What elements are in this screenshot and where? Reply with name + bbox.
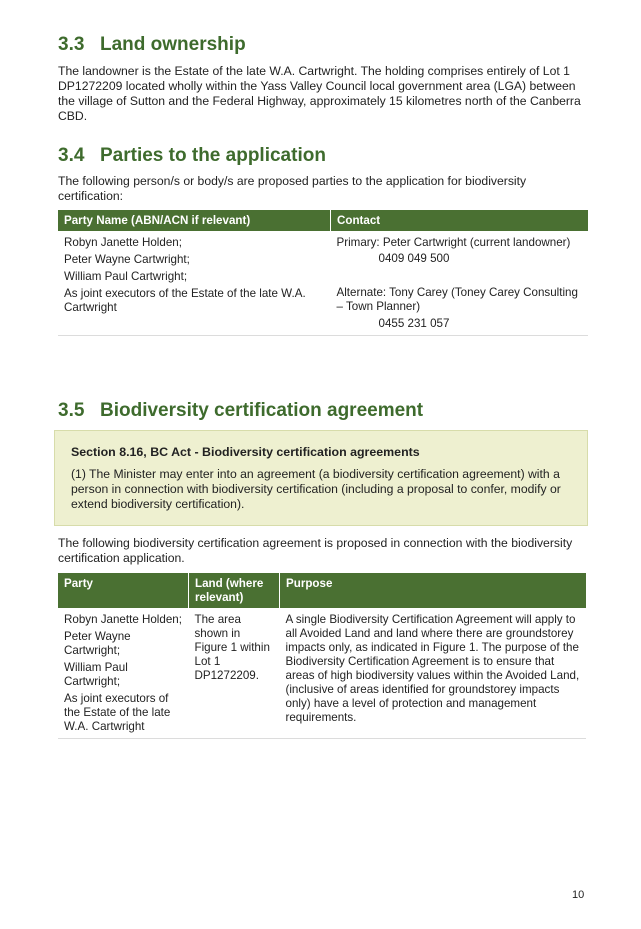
primary-contact: Primary: Peter Cartwright (current landowner) xyxy=(336,236,571,249)
contact-cell xyxy=(331,231,589,336)
alternate-contact: Alternate: Tony Carey (Toney Carey Consulting – Town Planner) xyxy=(336,286,578,313)
agreement-table xyxy=(58,573,586,739)
party-name: William Paul Cartwright; xyxy=(64,661,128,688)
party-name: Peter Wayne Cartwright; xyxy=(64,253,190,266)
section-3-3-heading xyxy=(58,34,246,56)
party-cell xyxy=(58,231,331,336)
callout-text: (1) The Minister may enter into an agreement (a biodiversity certification agreement) with a person in connection with biodiversity certification (including a proposal to confer, modify or extend biodiversity certification). xyxy=(71,467,561,511)
parties-intro-paragraph: The following person/s or body/s are proposed parties to the application for biodiversity certification: xyxy=(58,174,527,203)
section-title: Parties to the application xyxy=(100,145,326,166)
party-note: As joint executors of the Estate of the late W.A. Cartwright xyxy=(64,692,171,733)
agreement-intro-paragraph: The following biodiversity certification agreement is proposed in connection with the biodiversity certification application. xyxy=(58,536,573,565)
section-number: 3.4 xyxy=(58,145,85,166)
primary-phone: 0409 049 500 xyxy=(378,252,450,265)
table-header-cell: Land (where relevant) xyxy=(189,573,280,608)
land-cell: The area shown in Figure 1 within Lot 1 DP1272209. xyxy=(189,608,280,739)
callout-title: Section 8.16, BC Act - Biodiversity certification agreements xyxy=(71,445,420,459)
parties-table xyxy=(58,210,588,336)
party-note: As joint executors of the Estate of the late W.A. Cartwright xyxy=(64,287,306,314)
party-name: Peter Wayne Cartwright; xyxy=(64,630,131,657)
table-header-cell: Party Name (ABN/ACN if relevant) xyxy=(58,210,331,231)
party-name: William Paul Cartwright; xyxy=(64,270,188,283)
page-number: 10 xyxy=(572,889,585,901)
alternate-phone: 0455 231 057 xyxy=(378,317,450,330)
land-ownership-paragraph: The landowner is the Estate of the late W.A. Cartwright. The holding comprises entirely of Lot 1 DP1272209 located wholly within the Yass Valley Council local government area (LGA) between the village of Sutton and the Federal Highway, approximately 15 kilometres north of the Canberra CBD. xyxy=(58,64,581,123)
table-header-cell: Purpose xyxy=(280,573,587,608)
section-number: 3.5 xyxy=(58,400,85,421)
table-row xyxy=(58,608,586,739)
section-3-5-heading xyxy=(58,400,423,422)
table-header-cell: Party xyxy=(58,573,189,608)
table-header-cell: Contact xyxy=(331,210,589,231)
purpose-cell: A single Biodiversity Certification Agreement will apply to all Avoided Land and land where there are groundstorey impacts only, as indicated in Figure 1. The purpose of the Biodiversity Certification Agreement is to ensure that areas of high biodiversity values within the Avoided Land, (inclusive of areas identified for groundstorey impacts only) have a level of protection and management requirements. xyxy=(280,608,587,739)
party-name: Robyn Janette Holden; xyxy=(64,613,182,626)
section-3-4-heading xyxy=(58,145,326,167)
section-number: 3.3 xyxy=(58,34,85,55)
table-row xyxy=(58,231,588,336)
section-title: Biodiversity certification agreement xyxy=(100,400,424,421)
section-title: Land ownership xyxy=(100,34,246,55)
legislation-callout-box xyxy=(54,430,588,526)
party-cell xyxy=(58,608,189,739)
party-name: Robyn Janette Holden; xyxy=(64,236,182,249)
